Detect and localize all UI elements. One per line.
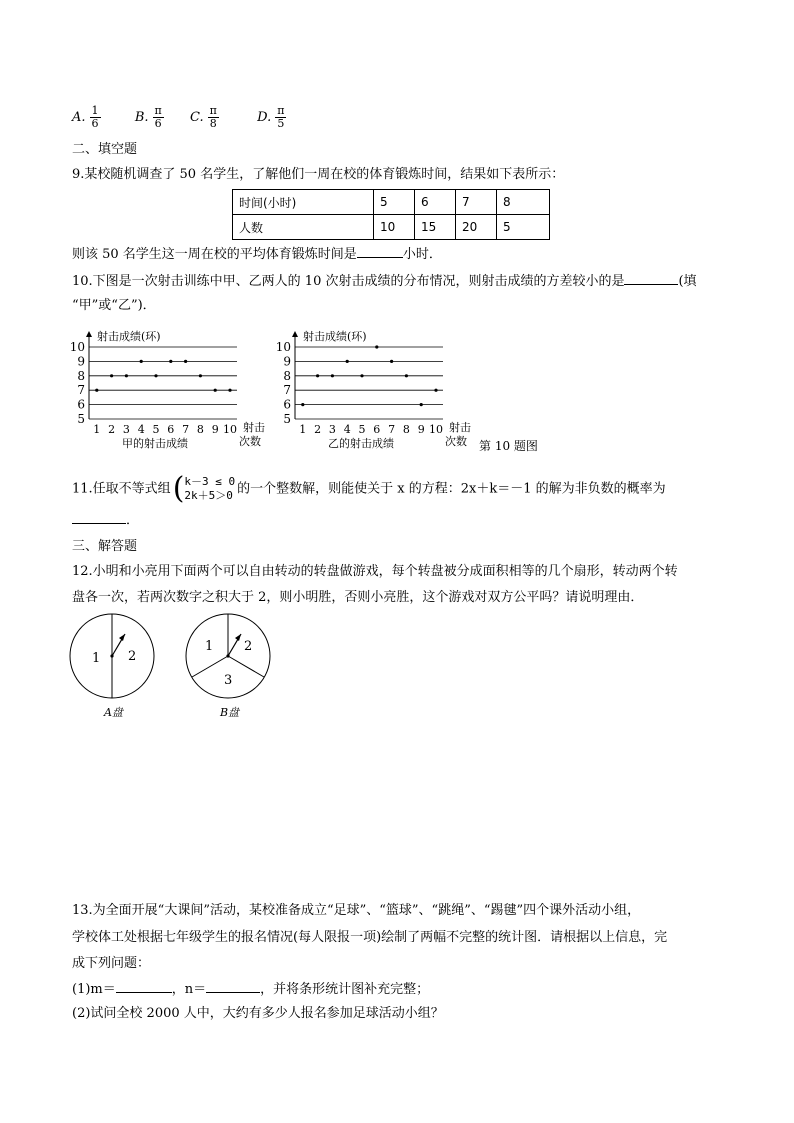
data-point — [214, 389, 217, 392]
q12-line2: 盘各一次，若两次数字之积大于 2，则小明胜，否则小亮胜，这个游戏对双方公平吗？请说明理由． — [72, 590, 644, 605]
q13-p1-n-label: ，n＝ — [171, 982, 207, 997]
x-tick-label: 5 — [152, 423, 160, 436]
x-tick-label: 5 — [358, 423, 366, 436]
q13-part1 — [72, 980, 429, 999]
q10-line1 — [72, 272, 697, 291]
q11-answer-blank[interactable] — [72, 511, 126, 524]
option-c-denominator: 8 — [209, 117, 217, 130]
q10-line2: “甲”或“乙”)． — [72, 298, 156, 313]
x-tick-label: 3 — [122, 423, 130, 436]
q9-answer-line — [72, 245, 442, 264]
x-tick-label: 4 — [343, 423, 351, 436]
spinner-b-sector-2: 2 — [244, 639, 253, 654]
spinner-b — [186, 614, 270, 719]
y-tick-label: 7 — [283, 383, 291, 398]
data-point — [140, 360, 143, 363]
y-axis-arrow-icon — [86, 331, 92, 337]
spinner-b-sector-1: 1 — [205, 639, 214, 654]
section-answer-heading: 三、解答题 — [72, 539, 138, 554]
figure-caption: 第 10 题图 — [479, 439, 538, 453]
data-point — [228, 389, 231, 392]
y-tick-label: 8 — [77, 368, 85, 383]
q10-answer-blank[interactable] — [624, 272, 678, 285]
y-tick-label: 10 — [69, 340, 85, 354]
q9-answer-prefix: 则该 50 名学生这一周在校的平均体育锻炼时间是 — [72, 247, 357, 262]
data-point — [316, 374, 319, 377]
x-axis-label: 次数 — [445, 435, 467, 448]
option-d-denominator: 5 — [277, 117, 285, 130]
data-point — [405, 374, 408, 377]
chart-caption: 乙的射击成绩 — [328, 437, 394, 450]
x-tick-label: 3 — [328, 423, 336, 436]
data-point — [375, 345, 378, 348]
table-cell: 时间(小时) — [233, 190, 374, 215]
x-tick-label: 1 — [93, 423, 101, 436]
data-point — [346, 360, 349, 363]
x-tick-label: 10 — [223, 423, 237, 436]
y-tick-label: 10 — [275, 340, 291, 354]
table-cell: 10 — [374, 215, 415, 240]
q9-table — [232, 189, 550, 240]
y-tick-label: 6 — [283, 397, 291, 412]
option-c-label: C. — [190, 110, 204, 125]
table-cell: 5 — [374, 190, 415, 215]
x-tick-label: 7 — [388, 423, 396, 436]
data-point — [360, 374, 363, 377]
spinner-b-label: B盘 — [220, 706, 240, 719]
inequality-1: k－3 ≤ 0 — [184, 475, 236, 488]
x-tick-label: 7 — [182, 423, 190, 436]
q11-prefix: 11.任取不等式组 — [72, 481, 171, 497]
q11-end: ． — [126, 513, 140, 528]
section-fill-blank-heading: 二、填空题 — [72, 142, 138, 157]
option-c-numerator: π — [209, 104, 217, 117]
chart-jia-svg — [69, 325, 265, 455]
y-tick-label: 5 — [283, 412, 291, 426]
x-axis-label: 次数 — [239, 435, 261, 448]
q9-answer-suffix: 小时． — [402, 247, 442, 262]
option-a-denominator: 6 — [91, 117, 99, 130]
x-tick-label: 10 — [429, 423, 443, 436]
chart-yi-svg — [276, 325, 476, 455]
chart-title: 射击成绩(环) — [97, 330, 161, 343]
data-point — [169, 360, 172, 363]
table-cell: 20 — [456, 215, 497, 240]
n-answer-blank[interactable] — [206, 980, 260, 993]
spinner-a-label: A盘 — [104, 706, 123, 719]
spinner-a-sector-1: 1 — [92, 651, 101, 666]
spinner-b-sector-3: 3 — [224, 673, 233, 688]
q11-answer-line — [72, 511, 139, 530]
q9-text: 9.某校随机调查了 50 名学生，了解他们一周在校的体育锻炼时间，结果如下表所示： — [72, 167, 565, 182]
table-cell: 15 — [415, 215, 456, 240]
arrow-icon — [110, 634, 125, 658]
x-tick-label: 8 — [402, 423, 410, 436]
y-tick-label: 9 — [77, 354, 85, 369]
option-d-fraction — [275, 105, 286, 130]
table-cell: 5 — [497, 215, 550, 240]
data-point — [199, 374, 202, 377]
data-point — [154, 374, 157, 377]
m-answer-blank[interactable] — [116, 980, 172, 993]
q8-options — [72, 98, 290, 138]
q12-line1: 12.小明和小亮用下面两个可以自由转动的转盘做游戏，每个转盘被分成面积相等的几个扇形，转动两个转 — [72, 564, 678, 579]
q13-part2: (2)试问全校 2000 人中，大约有多少人报名参加足球活动小组？ — [72, 1006, 444, 1021]
q13-line2: 学校体工处根据七年级学生的报名情况(每人限报一项)绘制了两幅不完整的统计图．请根据以上信息，完 — [72, 930, 668, 945]
option-b-fraction — [153, 105, 164, 130]
q9-answer-blank[interactable] — [357, 245, 403, 258]
arrow-icon — [226, 634, 241, 658]
y-tick-label: 6 — [77, 397, 85, 412]
x-tick-label: 6 — [373, 423, 381, 436]
table-cell: 6 — [415, 190, 456, 215]
data-point — [125, 374, 128, 377]
data-point — [184, 360, 187, 363]
data-point — [390, 360, 393, 363]
q10-text-end: (填 — [678, 274, 697, 289]
x-axis-label: 射击 — [243, 421, 265, 434]
data-point — [301, 403, 304, 406]
table-row — [233, 190, 550, 215]
q13-p1-m-label: (1)m＝ — [72, 982, 116, 997]
option-b-denominator: 6 — [154, 117, 162, 130]
x-tick-label: 1 — [299, 423, 307, 436]
option-d-label: D. — [257, 110, 272, 125]
chart-yi — [276, 325, 476, 459]
spinners-svg — [66, 612, 306, 722]
y-tick-label: 5 — [77, 412, 85, 426]
y-tick-label: 9 — [283, 354, 291, 369]
x-tick-label: 9 — [211, 423, 219, 436]
q11-line — [72, 471, 666, 506]
x-axis-label: 射击 — [449, 421, 471, 434]
spinners-figure — [66, 612, 306, 726]
x-tick-label: 2 — [108, 423, 116, 436]
table-cell: 人数 — [233, 215, 374, 240]
q13-p1-suffix: ，并将条形统计图补充完整； — [260, 982, 430, 997]
spinner-a — [70, 614, 154, 719]
inequality-2: 2k＋5＞0 — [184, 489, 233, 502]
chart-jia — [69, 325, 265, 459]
q13-line1: 13.为全面开展“大课间”活动，某校准备成立“足球”、“篮球”、“跳绳”、“踢毽”四个课外活动小组， — [72, 903, 641, 918]
data-point — [420, 403, 423, 406]
option-d-numerator: π — [277, 104, 285, 117]
chart-title: 射击成绩(环) — [303, 330, 367, 343]
y-tick-label: 8 — [283, 368, 291, 383]
brace-icon: ( — [172, 471, 185, 506]
option-b-numerator: π — [154, 104, 162, 117]
table-cell: 7 — [456, 190, 497, 215]
x-tick-label: 8 — [196, 423, 204, 436]
data-point — [331, 374, 334, 377]
option-a-label: A. — [72, 110, 86, 125]
q13-line3: 成下列问题： — [72, 956, 151, 971]
option-b-label: B. — [134, 110, 149, 125]
chart-caption: 甲的射击成绩 — [122, 437, 188, 450]
q10-text: 10.下图是一次射击训练中甲、乙两人的 10 次射击成绩的分布情况，则射击成绩的方差较小的是 — [72, 274, 625, 289]
data-point — [110, 374, 113, 377]
x-tick-label: 9 — [417, 423, 425, 436]
option-c-fraction — [208, 105, 219, 130]
option-a-numerator: 1 — [91, 104, 99, 117]
q11-suffix: 的一个整数解，则能使关于 x 的方程：2x＋k＝－1 的解为非负数的概率为 — [237, 481, 666, 497]
y-tick-label: 7 — [77, 383, 85, 398]
option-a-fraction — [90, 105, 101, 130]
data-point — [95, 389, 98, 392]
spinner-a-sector-2: 2 — [128, 649, 137, 664]
data-point — [434, 389, 437, 392]
x-tick-label: 6 — [167, 423, 175, 436]
x-tick-label: 4 — [137, 423, 145, 436]
x-tick-label: 2 — [314, 423, 322, 436]
table-row — [233, 215, 550, 240]
inequality-system — [172, 471, 236, 506]
table-cell: 8 — [497, 190, 550, 215]
y-axis-arrow-icon — [292, 331, 298, 337]
